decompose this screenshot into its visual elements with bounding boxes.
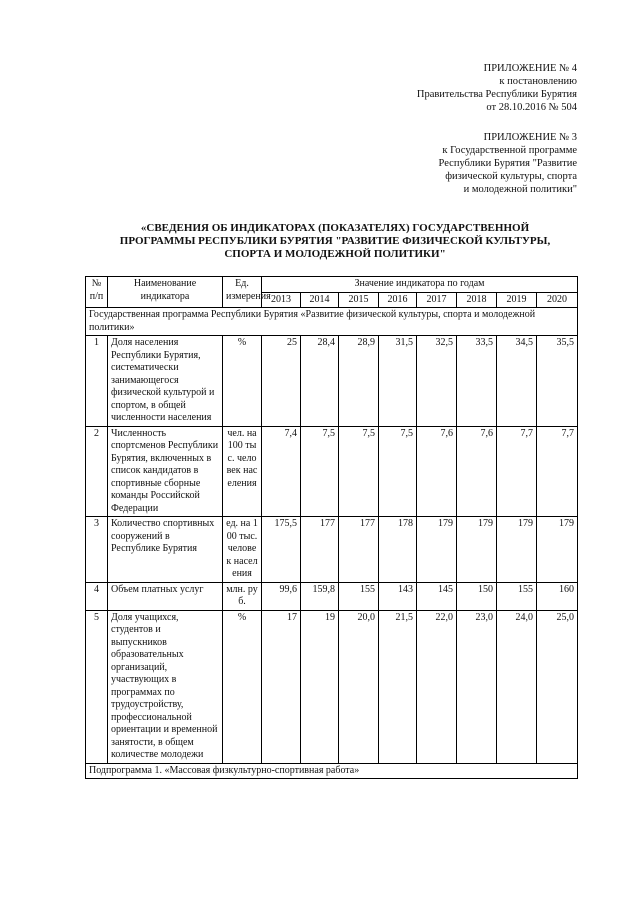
row-num: 3 [86,517,108,583]
row-value: 179 [497,517,537,583]
header-num: № п/п [86,277,108,308]
row-num: 1 [86,336,108,427]
appendix-3-line-1: ПРИЛОЖЕНИЕ № 3 [483,132,577,143]
year-2017: 2017 [417,292,457,308]
row-value: 99,6 [262,582,301,610]
row-unit: ед. на 100 тыс. человек населения [223,517,262,583]
title-line-3: СПОРТА И МОЛОДЕЖНОЙ ПОЛИТИКИ" [224,248,446,260]
row-unit: % [223,610,262,763]
row-value: 179 [417,517,457,583]
row-value: 7,5 [379,426,417,517]
row-value: 7,6 [417,426,457,517]
year-2018: 2018 [457,292,497,308]
row-name: Численность спортсменов Республики Бурятия, включенных в список кандидатов в спортивные сборные команды Российской Федерации [108,426,223,517]
row-name: Доля учащихся, студентов и выпускников образовательных организаций, участвующих в программах по трудоустройству, профессиональной ориентации и временной занятости, в общем количестве молодежи [108,610,223,763]
row-value: 33,5 [457,336,497,427]
row-value: 7,4 [262,426,301,517]
row-value: 7,7 [497,426,537,517]
row-value: 145 [417,582,457,610]
row-value: 7,6 [457,426,497,517]
row-value: 31,5 [379,336,417,427]
row-value: 7,7 [537,426,578,517]
header-name: Наименование индикатора [108,277,223,308]
year-2014: 2014 [301,292,339,308]
table-row [86,336,578,427]
row-num: 5 [86,610,108,763]
section-row [86,308,578,336]
row-name: Объем платных услуг [108,582,223,610]
row-value: 24,0 [497,610,537,763]
year-2016: 2016 [379,292,417,308]
header-row-1 [86,277,578,293]
table-row [86,582,578,610]
appendix-4-line-2: к постановлению [499,76,577,87]
section-row [86,763,578,779]
appendix-3-line-2: к Государственной программе [442,145,577,156]
row-value: 159,8 [301,582,339,610]
header-values: Значение индикатора по годам [262,277,578,293]
row-value: 175,5 [262,517,301,583]
table-row [86,610,578,763]
section-subprogram-1: Подпрограмма 1. «Массовая физкультурно-спортивная работа» [86,763,578,779]
row-name: Доля населения Республики Бурятия, систематически занимающегося физической культурой и спортом, в общей численности населения [108,336,223,427]
row-value: 28,4 [301,336,339,427]
row-value: 160 [537,582,578,610]
row-value: 143 [379,582,417,610]
row-unit: % [223,336,262,427]
row-value: 34,5 [497,336,537,427]
indicators-table [85,276,578,779]
row-value: 25 [262,336,301,427]
row-value: 7,5 [301,426,339,517]
table-row [86,517,578,583]
appendix-3-line-3: Республики Бурятия "Развитие [438,158,577,169]
header-unit: Ед. измерения [223,277,262,308]
appendix-3-line-4: физической культуры, спорта [445,171,577,182]
row-num: 2 [86,426,108,517]
row-value: 155 [339,582,379,610]
row-num: 4 [86,582,108,610]
row-value: 179 [537,517,578,583]
title-line-1: «СВЕДЕНИЯ ОБ ИНДИКАТОРАХ (ПОКАЗАТЕЛЯХ) ГОСУДАРСТВЕННОЙ [140,222,530,234]
document-title [80,222,590,261]
table-row [86,426,578,517]
row-unit: чел. на 100 тыс. человек населения [223,426,262,517]
row-value: 19 [301,610,339,763]
row-value: 23,0 [457,610,497,763]
row-value: 17 [262,610,301,763]
appendix-4-line-1: ПРИЛОЖЕНИЕ № 4 [483,63,577,74]
row-value: 22,0 [417,610,457,763]
appendix-3-header [439,131,577,196]
row-value: 35,5 [537,336,578,427]
row-value: 178 [379,517,417,583]
row-value: 32,5 [417,336,457,427]
row-value: 177 [339,517,379,583]
section-state-program: Государственная программа Республики Бурятия «Развитие физической культуры, спорта и молодежной политики» [86,308,578,336]
row-value: 21,5 [379,610,417,763]
row-value: 150 [457,582,497,610]
row-value: 7,5 [339,426,379,517]
row-value: 20,0 [339,610,379,763]
row-name: Количество спортивных сооружений в Республике Бурятия [108,517,223,583]
row-value: 177 [301,517,339,583]
appendix-3-line-5: и молодежной политики" [463,184,577,195]
year-2015: 2015 [339,292,379,308]
title-line-2: ПРОГРАММЫ РЕСПУБЛИКИ БУРЯТИЯ "РАЗВИТИЕ ФИЗИЧЕСКОЙ КУЛЬТУРЫ, [119,235,551,247]
appendix-4-line-4: от 28.10.2016 № 504 [486,102,577,113]
row-unit: млн. руб. [223,582,262,610]
year-2020: 2020 [537,292,578,308]
row-value: 179 [457,517,497,583]
row-value: 155 [497,582,537,610]
row-value: 25,0 [537,610,578,763]
appendix-4-header [417,62,577,114]
row-value: 28,9 [339,336,379,427]
year-2013: 2013 [262,292,301,308]
year-2019: 2019 [497,292,537,308]
appendix-4-line-3: Правительства Республики Бурятия [416,89,577,100]
